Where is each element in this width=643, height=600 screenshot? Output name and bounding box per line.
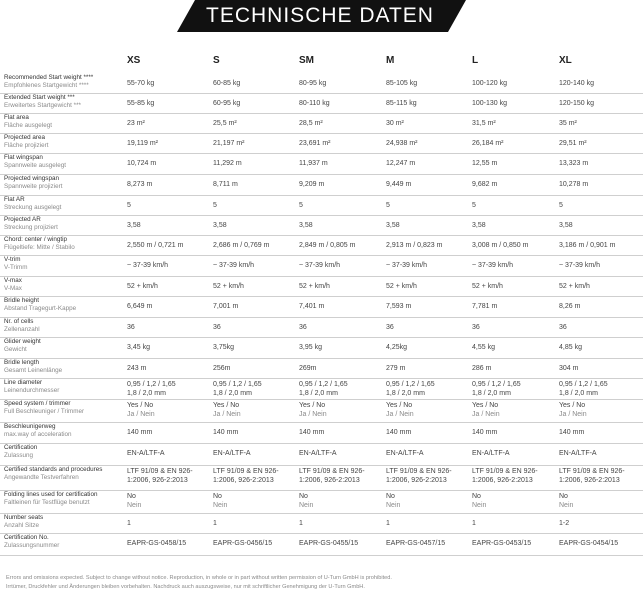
value-cell-sm: EAPR-GS-0455/15 <box>299 540 359 547</box>
value-cell-xl: 140 mm <box>559 429 585 436</box>
spec-row <box>0 154 643 175</box>
value-cell-xl: EAPR-GS-0454/15 <box>559 540 619 547</box>
size-header-s: S <box>213 55 220 66</box>
value-cell-sm <box>299 493 313 510</box>
disclaimer <box>6 574 638 592</box>
value-cell-sm: EN-A/LTF-A <box>299 450 337 457</box>
row-label-english: V-max <box>4 277 22 284</box>
value-cell-l: 0,95 / 1,2 / 1,65 1,8 / 2,0 mm <box>472 381 521 397</box>
value-cell-l: 1 <box>472 520 476 527</box>
value-cell-sm: 80-95 kg <box>299 80 327 87</box>
row-label-german: Zulassung <box>4 452 34 459</box>
row-label <box>4 277 122 293</box>
value-cell-sm: 80-110 kg <box>299 100 330 107</box>
value-primary: Yes / No <box>299 402 326 409</box>
value-cell-xl: 120-140 kg <box>559 80 595 87</box>
value-translation: Ja / Nein <box>127 410 155 418</box>
row-label-german: max.way of acceleration <box>4 431 72 438</box>
size-header-l: L <box>472 55 479 66</box>
value-translation: Ja / Nein <box>386 410 414 418</box>
value-cell-xl: 8,26 m <box>559 303 581 310</box>
value-cell-sm: 1 <box>299 520 303 527</box>
value-cell-s: 5 <box>213 202 217 209</box>
value-cell-l: 36 <box>472 324 480 331</box>
value-cell-m: 12,247 m <box>386 160 416 167</box>
row-label-english: Certification No. <box>4 534 49 541</box>
value-cell-s: ~ 37-39 km/h <box>213 262 255 269</box>
value-cell-sm: 269m <box>299 365 317 372</box>
spec-row <box>0 491 643 514</box>
row-label-german: Fläche projiziert <box>4 142 49 149</box>
value-cell-l: 12,55 m <box>472 160 498 167</box>
value-cell-m: 140 mm <box>386 429 412 436</box>
row-label-english: Number seats <box>4 514 44 521</box>
row-label <box>4 359 122 375</box>
row-label <box>4 534 122 550</box>
value-cell-s: 0,95 / 1,2 / 1,65 1,8 / 2,0 mm <box>213 381 262 397</box>
value-cell-s: 8,711 m <box>213 181 238 188</box>
value-cell-xl: ~ 37-39 km/h <box>559 262 601 269</box>
row-label <box>4 175 122 191</box>
value-cell-xl: LTF 91/09 & EN 926- 1:2006, 926-2:2013 <box>559 468 625 484</box>
value-cell-sm: 0,95 / 1,2 / 1,65 1,8 / 2,0 mm <box>299 381 348 397</box>
value-cell-s: 256m <box>213 365 231 372</box>
spec-row <box>0 423 643 444</box>
row-label-german: Zulassungsnummer <box>4 542 60 549</box>
row-label-german: Streckung ausgelegt <box>4 204 62 211</box>
row-label-english: Certification <box>4 444 38 451</box>
value-cell-s: 3,75kg <box>213 344 235 351</box>
value-cell-m: 1 <box>386 520 390 527</box>
value-primary: Yes / No <box>127 402 154 409</box>
row-label-english: Line diameter <box>4 379 43 386</box>
spec-row <box>0 534 643 556</box>
size-header-sm: SM <box>299 55 314 66</box>
value-cell-sm <box>299 402 327 419</box>
row-label <box>4 74 122 90</box>
value-cell-m: 7,593 m <box>386 303 412 310</box>
value-cell-xl: 52 + km/h <box>559 283 590 290</box>
row-label-english: Projected area <box>4 134 45 141</box>
row-label <box>4 154 122 170</box>
spec-row <box>0 134 643 154</box>
value-cell-m: 279 m <box>386 365 406 372</box>
row-label-german: Fläche ausgelegt <box>4 122 52 129</box>
value-cell-xs: 2,550 m / 0,721 m <box>127 242 184 249</box>
value-cell-xs: LTF 91/09 & EN 926- 1:2006, 926-2:2013 <box>127 468 193 484</box>
value-cell-sm: 2,849 m / 0,805 m <box>299 242 356 249</box>
row-label-english: Nr. of cells <box>4 318 34 325</box>
value-cell-xl: 10,278 m <box>559 181 589 188</box>
value-primary: Yes / No <box>472 402 499 409</box>
value-cell-l: 100-130 kg <box>472 100 508 107</box>
row-label <box>4 318 122 334</box>
row-label <box>4 423 122 439</box>
value-cell-sm: ~ 37-39 km/h <box>299 262 341 269</box>
value-cell-m: 2,913 m / 0,823 m <box>386 242 443 249</box>
value-cell-s: 2,686 m / 0,769 m <box>213 242 270 249</box>
row-label-english: Flat AR <box>4 196 25 203</box>
value-cell-xs: 5 <box>127 202 131 209</box>
value-cell-s: 60-85 kg <box>213 80 241 87</box>
spec-row <box>0 256 643 277</box>
row-label <box>4 134 122 150</box>
value-cell-m: 4,25kg <box>386 344 408 351</box>
value-cell-xs: 3,45 kg <box>127 344 150 351</box>
spec-row <box>0 297 643 318</box>
page-title: TECHNISCHE DATEN <box>206 4 434 27</box>
row-label <box>4 297 122 313</box>
spec-row <box>0 175 643 196</box>
value-cell-xs <box>127 493 141 510</box>
value-cell-s: 52 + km/h <box>213 283 244 290</box>
value-cell-s: EAPR-GS-0456/15 <box>213 540 273 547</box>
row-label-german: Abstand Tragegurt-Kappe <box>4 305 77 312</box>
spec-row <box>0 318 643 338</box>
value-primary: No <box>299 493 308 500</box>
value-cell-s: 36 <box>213 324 221 331</box>
value-cell-m: LTF 91/09 & EN 926- 1:2006, 926-2:2013 <box>386 468 452 484</box>
spec-row <box>0 514 643 534</box>
value-cell-xs: 3,58 <box>127 222 141 229</box>
value-cell-xs: 36 <box>127 324 135 331</box>
value-cell-s: 11,292 m <box>213 160 242 167</box>
row-label-english: Folding lines used for certification <box>4 491 98 498</box>
value-cell-xl: 36 <box>559 324 567 331</box>
value-cell-xs: 52 + km/h <box>127 283 158 290</box>
value-cell-xl: 0,95 / 1,2 / 1,65 1,8 / 2,0 mm <box>559 381 608 397</box>
spec-row <box>0 444 643 466</box>
value-cell-l: 4,55 kg <box>472 344 495 351</box>
row-label-german: Angewandte Testverfahren <box>4 474 79 481</box>
value-cell-s: 21,197 m² <box>213 140 245 147</box>
value-cell-sm: 52 + km/h <box>299 283 330 290</box>
value-cell-xs: 6,649 m <box>127 303 153 310</box>
row-label-english: Bridle length <box>4 359 40 366</box>
value-cell-m: 30 m² <box>386 120 404 127</box>
row-label-english: Speed system / trimmer <box>4 400 71 407</box>
row-label-german: Gewicht <box>4 346 27 353</box>
value-cell-xs: 140 mm <box>127 429 153 436</box>
row-label <box>4 216 122 232</box>
row-label-english: Projected wingspan <box>4 175 59 182</box>
row-label <box>4 466 122 482</box>
row-label-english: V-trim <box>4 256 21 263</box>
row-label-english: Chord: center / wingtip <box>4 236 67 243</box>
value-cell-m: 36 <box>386 324 394 331</box>
row-label <box>4 196 122 212</box>
value-cell-l <box>472 402 500 419</box>
value-cell-xs: 243 m <box>127 365 147 372</box>
value-cell-m <box>386 402 414 419</box>
value-primary: Yes / No <box>386 402 413 409</box>
row-label <box>4 379 122 395</box>
value-cell-xl: 1-2 <box>559 520 570 527</box>
value-cell-s: 7,001 m <box>213 303 239 310</box>
value-cell-xl <box>559 493 573 510</box>
value-translation: Nein <box>213 501 228 509</box>
disclaimer-german: Irrtümer, Druckfehler und Änderungen bleiben vorbehalten. Nachdruck auch auszugsweise, nur mit schriftlicher Genehmigung der U-Turn GmbH. <box>6 584 365 590</box>
value-cell-m: EAPR-GS-0457/15 <box>386 540 446 547</box>
value-cell-m: 24,938 m² <box>386 140 418 147</box>
row-label <box>4 94 122 110</box>
value-cell-m <box>386 493 400 510</box>
value-cell-m: 5 <box>386 202 390 209</box>
value-primary: No <box>213 493 222 500</box>
value-cell-sm: 11,937 m <box>299 160 328 167</box>
row-label-german: Empfohlenes Startgewicht **** <box>4 82 89 89</box>
value-cell-s: 3,58 <box>213 222 227 229</box>
spec-row <box>0 94 643 114</box>
value-cell-l: 140 mm <box>472 429 498 436</box>
spec-row <box>0 400 643 423</box>
value-cell-sm: LTF 91/09 & EN 926- 1:2006, 926-2:2013 <box>299 468 365 484</box>
row-label-german: Flügeltiefe: Mitte / Stabilo <box>4 244 75 251</box>
size-header-xs: XS <box>127 55 141 66</box>
value-cell-l: LTF 91/09 & EN 926- 1:2006, 926-2:2013 <box>472 468 538 484</box>
value-cell-xs: 8,273 m <box>127 181 153 188</box>
value-cell-xs: 55-85 kg <box>127 100 155 107</box>
value-cell-s <box>213 402 241 419</box>
value-cell-l: EAPR-GS-0453/15 <box>472 540 532 547</box>
value-cell-s: 60-95 kg <box>213 100 241 107</box>
value-cell-m: 0,95 / 1,2 / 1,65 1,8 / 2,0 mm <box>386 381 435 397</box>
value-cell-sm: 140 mm <box>299 429 325 436</box>
value-cell-m: ~ 37-39 km/h <box>386 262 428 269</box>
value-cell-s: 1 <box>213 520 217 527</box>
value-cell-xs: 23 m² <box>127 120 145 127</box>
value-cell-l: EN-A/LTF-A <box>472 450 510 457</box>
value-translation: Nein <box>299 501 314 509</box>
value-cell-xs: 55-70 kg <box>127 80 155 87</box>
row-label-german: Spannweite projiziert <box>4 183 63 190</box>
row-label-german: Full Beschleuniger / Trimmer <box>4 408 85 415</box>
value-cell-sm: 5 <box>299 202 303 209</box>
value-cell-l: 100-120 kg <box>472 80 508 87</box>
value-translation: Ja / Nein <box>472 410 500 418</box>
row-label-german: Gesamt Leinenlänge <box>4 367 63 374</box>
value-cell-xl: 13,323 m <box>559 160 589 167</box>
size-header-m: M <box>386 55 395 66</box>
value-cell-xs: ~ 37-39 km/h <box>127 262 169 269</box>
value-cell-sm: 7,401 m <box>299 303 325 310</box>
row-label <box>4 236 122 252</box>
value-cell-l: 286 m <box>472 365 492 372</box>
value-cell-m: 52 + km/h <box>386 283 417 290</box>
value-translation: Nein <box>127 501 142 509</box>
value-primary: No <box>386 493 395 500</box>
value-cell-xl: 3,58 <box>559 222 573 229</box>
value-cell-l: 3,008 m / 0,850 m <box>472 242 529 249</box>
spec-row <box>0 236 643 256</box>
row-label-english: Recommended Start weight **** <box>4 74 94 81</box>
value-cell-xl: 35 m² <box>559 120 577 127</box>
row-label-german: Anzahl Sitze <box>4 522 40 529</box>
value-cell-l <box>472 493 486 510</box>
row-label-german: Zellenanzahl <box>4 326 40 333</box>
row-label <box>4 514 122 530</box>
value-translation: Ja / Nein <box>213 410 241 418</box>
value-cell-xs: 1 <box>127 520 131 527</box>
spec-row <box>0 196 643 216</box>
row-label-english: Bridle height <box>4 297 40 304</box>
value-cell-xs: 0,95 / 1,2 / 1,65 1,8 / 2,0 mm <box>127 381 176 397</box>
value-cell-sm: 3,95 kg <box>299 344 322 351</box>
value-cell-sm: 23,691 m² <box>299 140 331 147</box>
spec-row <box>0 379 643 400</box>
value-cell-m: 3,58 <box>386 222 400 229</box>
row-label <box>4 256 122 272</box>
size-header-xl: XL <box>559 55 572 66</box>
value-primary: Yes / No <box>213 402 240 409</box>
row-label-english: Glider weight <box>4 338 41 345</box>
spec-row <box>0 114 643 134</box>
row-label-english: Certified standards and procedures <box>4 466 103 473</box>
value-primary: No <box>127 493 136 500</box>
row-label-english: Projected AR <box>4 216 41 223</box>
value-cell-xs: EN-A/LTF-A <box>127 450 165 457</box>
value-primary: No <box>472 493 481 500</box>
value-translation: Nein <box>559 501 574 509</box>
value-cell-s: 140 mm <box>213 429 239 436</box>
value-primary: No <box>559 493 568 500</box>
spec-row <box>0 74 643 94</box>
row-label-english: Beschleunigerweg <box>4 423 56 430</box>
spec-row <box>0 338 643 359</box>
value-cell-s: EN-A/LTF-A <box>213 450 251 457</box>
value-cell-l: 52 + km/h <box>472 283 503 290</box>
value-cell-l: 7,781 m <box>472 303 498 310</box>
value-cell-xs <box>127 402 155 419</box>
value-cell-xl: 120-150 kg <box>559 100 595 107</box>
row-label <box>4 400 122 416</box>
row-label-german: Faltleinen für Testflüge benutzt <box>4 499 90 506</box>
row-label-english: Extended Start weight *** <box>4 94 75 101</box>
value-cell-xl: EN-A/LTF-A <box>559 450 597 457</box>
value-translation: Nein <box>472 501 487 509</box>
row-label-german: Erweitertes Startgewicht *** <box>4 102 81 109</box>
row-label-german: V-Trimm <box>4 264 28 271</box>
value-translation: Ja / Nein <box>299 410 327 418</box>
disclaimer-english: Errors and omissions expected. Subject to change without notice. Reproduction, in whole or in part without written permission of U-Turn GmbH is prohibited. <box>6 575 392 581</box>
value-cell-m: EN-A/LTF-A <box>386 450 424 457</box>
value-cell-xl: 29,51 m² <box>559 140 587 147</box>
value-cell-l: 5 <box>472 202 476 209</box>
value-cell-xl: 4,85 kg <box>559 344 582 351</box>
spec-row <box>0 359 643 379</box>
value-translation: Nein <box>386 501 401 509</box>
value-translation: Ja / Nein <box>559 410 587 418</box>
row-label-german: Leinendurchmesser <box>4 387 60 394</box>
title-banner <box>0 0 643 32</box>
value-cell-m: 85-105 kg <box>386 80 418 87</box>
row-label <box>4 114 122 130</box>
value-cell-xl: 5 <box>559 202 563 209</box>
row-label-german: V-Max <box>4 285 22 292</box>
value-cell-l: 9,682 m <box>472 181 498 188</box>
value-cell-l: 26,184 m² <box>472 140 504 147</box>
value-cell-m: 9,449 m <box>386 181 412 188</box>
spec-row <box>0 466 643 491</box>
value-cell-xl: 3,186 m / 0,901 m <box>559 242 616 249</box>
row-label-german: Streckung projiziert <box>4 224 58 231</box>
value-cell-s: LTF 91/09 & EN 926- 1:2006, 926-2:2013 <box>213 468 279 484</box>
value-cell-sm: 36 <box>299 324 307 331</box>
value-cell-l: ~ 37-39 km/h <box>472 262 514 269</box>
row-label <box>4 491 122 507</box>
value-cell-xs: 10,724 m <box>127 160 157 167</box>
row-label-english: Flat wingspan <box>4 154 43 161</box>
value-cell-xs: 19,119 m² <box>127 140 158 147</box>
value-cell-s <box>213 493 227 510</box>
value-cell-l: 3,58 <box>472 222 486 229</box>
row-label-german: Spannweite ausgelegt <box>4 162 66 169</box>
value-cell-xl <box>559 402 587 419</box>
value-cell-l: 31,5 m² <box>472 120 496 127</box>
row-label-english: Flat area <box>4 114 29 121</box>
value-cell-m: 85-115 kg <box>386 100 417 107</box>
value-cell-xs: EAPR-GS-0458/15 <box>127 540 187 547</box>
value-cell-xl: 304 m <box>559 365 579 372</box>
value-cell-sm: 28,5 m² <box>299 120 323 127</box>
spec-row <box>0 277 643 297</box>
row-label <box>4 444 122 460</box>
spec-row <box>0 216 643 236</box>
value-cell-sm: 3,58 <box>299 222 313 229</box>
value-primary: Yes / No <box>559 402 586 409</box>
value-cell-s: 25,5 m² <box>213 120 237 127</box>
value-cell-sm: 9,209 m <box>299 181 325 188</box>
row-label <box>4 338 122 354</box>
